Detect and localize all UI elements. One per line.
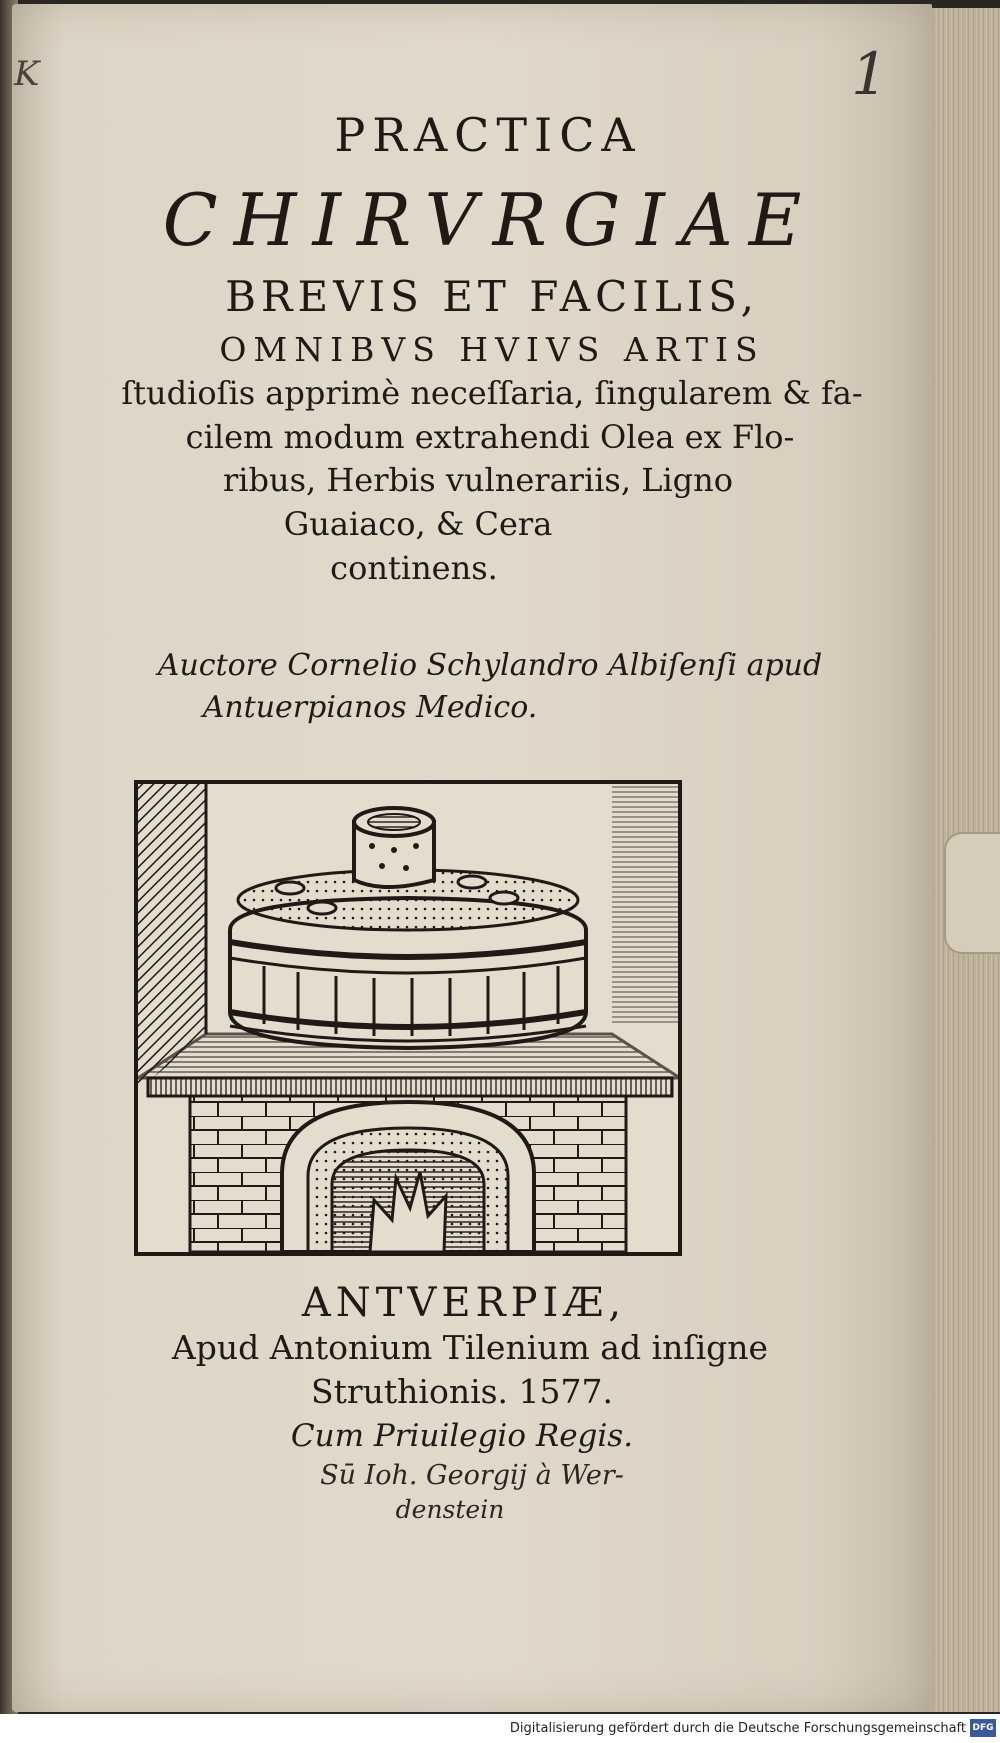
- title-line-4: OMNIBVS HVIVS ARTIS: [219, 330, 765, 369]
- imprint-printer: Apud Antonium Tilenium ad inſigne: [171, 1328, 769, 1367]
- handwritten-owner-line-2: denstein: [395, 1495, 505, 1524]
- imprint-place: ANTVERPIÆ,: [301, 1280, 627, 1326]
- title-line-3: BREVIS ET FACILIS,: [225, 272, 759, 321]
- digitization-footer: [0, 1714, 1000, 1743]
- imprint-sign-year: Struthionis. 1577.: [310, 1372, 614, 1411]
- dfg-logo-icon: DFG: [970, 1719, 996, 1737]
- title-line-9: continens.: [330, 549, 498, 587]
- handwritten-owner-line-1: Sū Ioh. Georgij à Wer-: [320, 1460, 624, 1491]
- corner-mark: K: [14, 54, 40, 94]
- title-line-7: ribus, Herbis vulnerariis, Ligno: [222, 461, 734, 499]
- title-line-2: CHIRVRGIAE: [162, 178, 818, 262]
- woodcut-distillation-furnace: [134, 780, 682, 1256]
- title-line-5: ſtudioſis apprimè neceſſaria, ſingularem & fa-: [121, 374, 863, 412]
- imprint-privilege: Cum Priuilegio Regis.: [290, 1418, 634, 1454]
- title-line-1: PRACTICA: [334, 108, 642, 162]
- funding-credit: Digitalisierung gefördert durch die Deutsche Forschungsgemeinschaft: [509, 1721, 966, 1736]
- folio-number: 1: [851, 40, 888, 108]
- title-line-6: cilem modum extrahendi Olea ex Flo-: [185, 418, 795, 456]
- author-line-1: Auctore Cornelio Schylandro Albiſenſi apud: [157, 648, 823, 683]
- paper-bookmark: [944, 832, 1000, 954]
- title-line-8: Guaiaco, & Cera: [283, 505, 553, 543]
- author-line-2: Antuerpianos Medico.: [202, 690, 538, 725]
